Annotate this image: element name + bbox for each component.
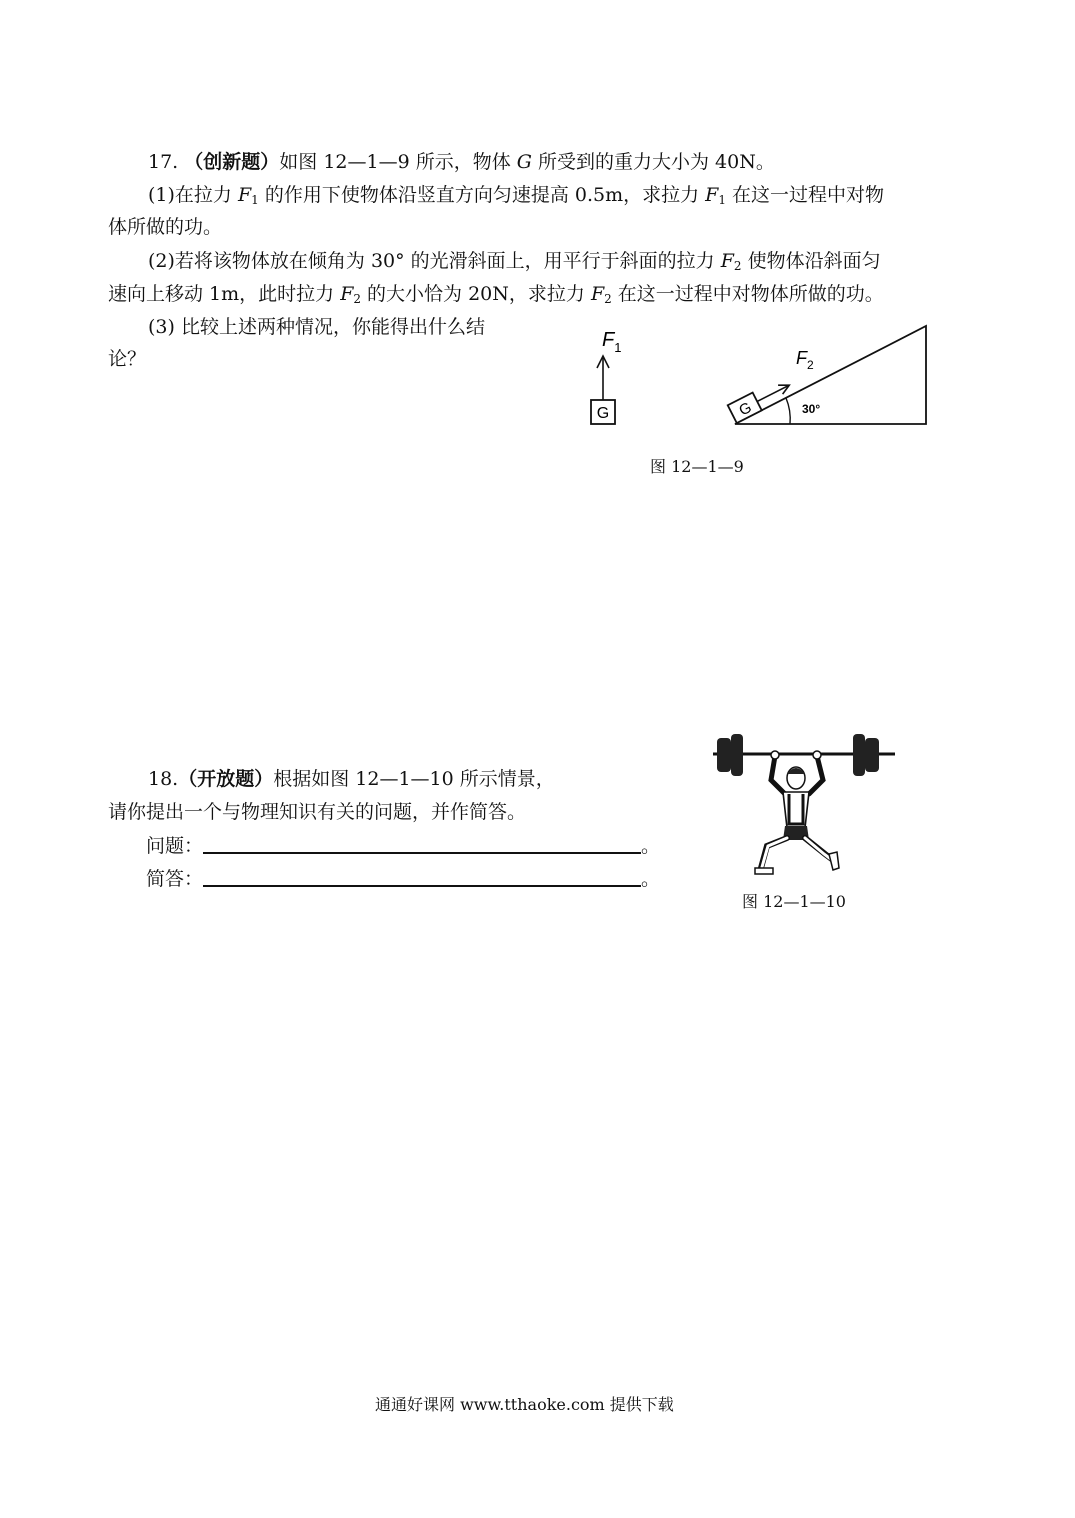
q18-answer-label: 简答：	[146, 868, 204, 890]
q17-p1-sub: 1	[251, 193, 259, 207]
q17-p1-text-b: 的作用下使物体沿竖直方向匀速提高 0.5m，求拉力	[258, 184, 706, 206]
left-plate-inner	[731, 734, 743, 776]
figure-12-1-10-caption: 图 12—1—10	[742, 892, 846, 911]
f2-label: $F_2$	[796, 348, 814, 372]
back-leg-fill	[805, 838, 832, 860]
q17-p2-text-d: 的大小恰为 20N，求拉力	[361, 283, 591, 305]
q18-line2: 请你提出一个与物理知识有关的问题，并作简答。	[108, 801, 527, 823]
q17-p2-sub3: 2	[604, 292, 612, 306]
incline-diagram	[728, 326, 926, 424]
q18-answer-row	[146, 867, 660, 891]
right-arm	[809, 756, 823, 794]
q17-p1-symbol-f: F	[237, 184, 252, 206]
lifter-hair	[787, 768, 805, 774]
q18-question-label: 问题：	[146, 835, 204, 857]
q17-part3-line2: 论？	[108, 348, 147, 370]
right-hand	[813, 751, 821, 759]
q17-intro-text-b: 所受到的重力大小为 40N。	[531, 151, 775, 173]
page-footer: 通通好课网 www.tthaoke.com 提供下载	[375, 1395, 674, 1414]
block-g-incline-label: G	[736, 398, 755, 420]
q18-question-row	[146, 834, 660, 858]
incline-triangle	[735, 326, 926, 424]
front-shoe	[755, 868, 773, 874]
q17-intro-line	[148, 150, 775, 174]
angle-arc	[786, 398, 790, 424]
q17-part3-line1: (3) 比较上述两种情况，你能得出什么结	[148, 316, 485, 338]
q17-p2-text-c: 速向上移动 1m，此时拉力	[108, 283, 341, 305]
q18-tag: （开放题）	[178, 768, 274, 790]
q17-part1-line1	[148, 183, 884, 207]
q17-intro-text-a: 如图 12—1—9 所示，物体	[279, 151, 517, 173]
q17-p2-text-b: 使物体沿斜面匀	[741, 250, 881, 272]
q17-part1-line2: 体所做的功。	[108, 216, 223, 238]
q17-p2-symbol-f3: F	[590, 283, 605, 305]
right-plate-inner	[853, 734, 865, 776]
left-arm	[771, 756, 785, 794]
figure-12-1-9	[580, 320, 940, 440]
right-plate-outer	[865, 738, 879, 772]
q17-number: 17.	[148, 151, 179, 173]
q17-tag: （创新题）	[184, 151, 280, 173]
q18-intro-line	[148, 767, 555, 791]
q18-intro-text: 根据如图 12—1—10 所示情景，	[273, 768, 555, 790]
q17-part2-line2	[108, 282, 884, 306]
q17-p2-symbol-f: F	[720, 250, 734, 272]
q17-p1-sub2: 1	[718, 193, 726, 207]
angle-label: 30°	[802, 402, 821, 416]
q18-number: 18.	[148, 768, 179, 790]
f1-label: $F_1$	[602, 329, 622, 355]
vertical-lift-diagram	[591, 329, 621, 424]
q17-p2-text-e: 在这一过程中对物体所做的功。	[611, 283, 884, 305]
q17-p1-text-c: 在这一过程中对物	[725, 184, 885, 206]
block-g-vertical-label: G	[596, 405, 610, 422]
left-plate-outer	[717, 738, 731, 772]
q18-question-end: 。	[641, 835, 661, 857]
q17-intro-symbol-g: G	[516, 151, 532, 173]
figure-12-1-10-weightlifter	[705, 728, 905, 878]
q17-p2-sub: 2	[733, 259, 742, 273]
q17-part2-line1	[148, 249, 881, 273]
left-hand	[771, 751, 779, 759]
q17-p2-text-a: (2)若将该物体放在倾角为 30° 的光滑斜面上，用平行于斜面的拉力	[148, 250, 721, 272]
q18-answer-blank[interactable]	[203, 867, 641, 887]
figure-12-1-9-caption: 图 12—1—9	[650, 457, 744, 476]
back-shoe	[829, 852, 839, 870]
q17-p2-symbol-f2: F	[340, 283, 354, 305]
q18-question-blank[interactable]	[203, 834, 641, 854]
q18-answer-end: 。	[641, 868, 661, 890]
q17-p1-symbol-f2: F	[705, 184, 719, 206]
q17-p1-text-a: (1)在拉力	[148, 184, 238, 206]
q17-p2-sub2: 2	[353, 292, 362, 306]
